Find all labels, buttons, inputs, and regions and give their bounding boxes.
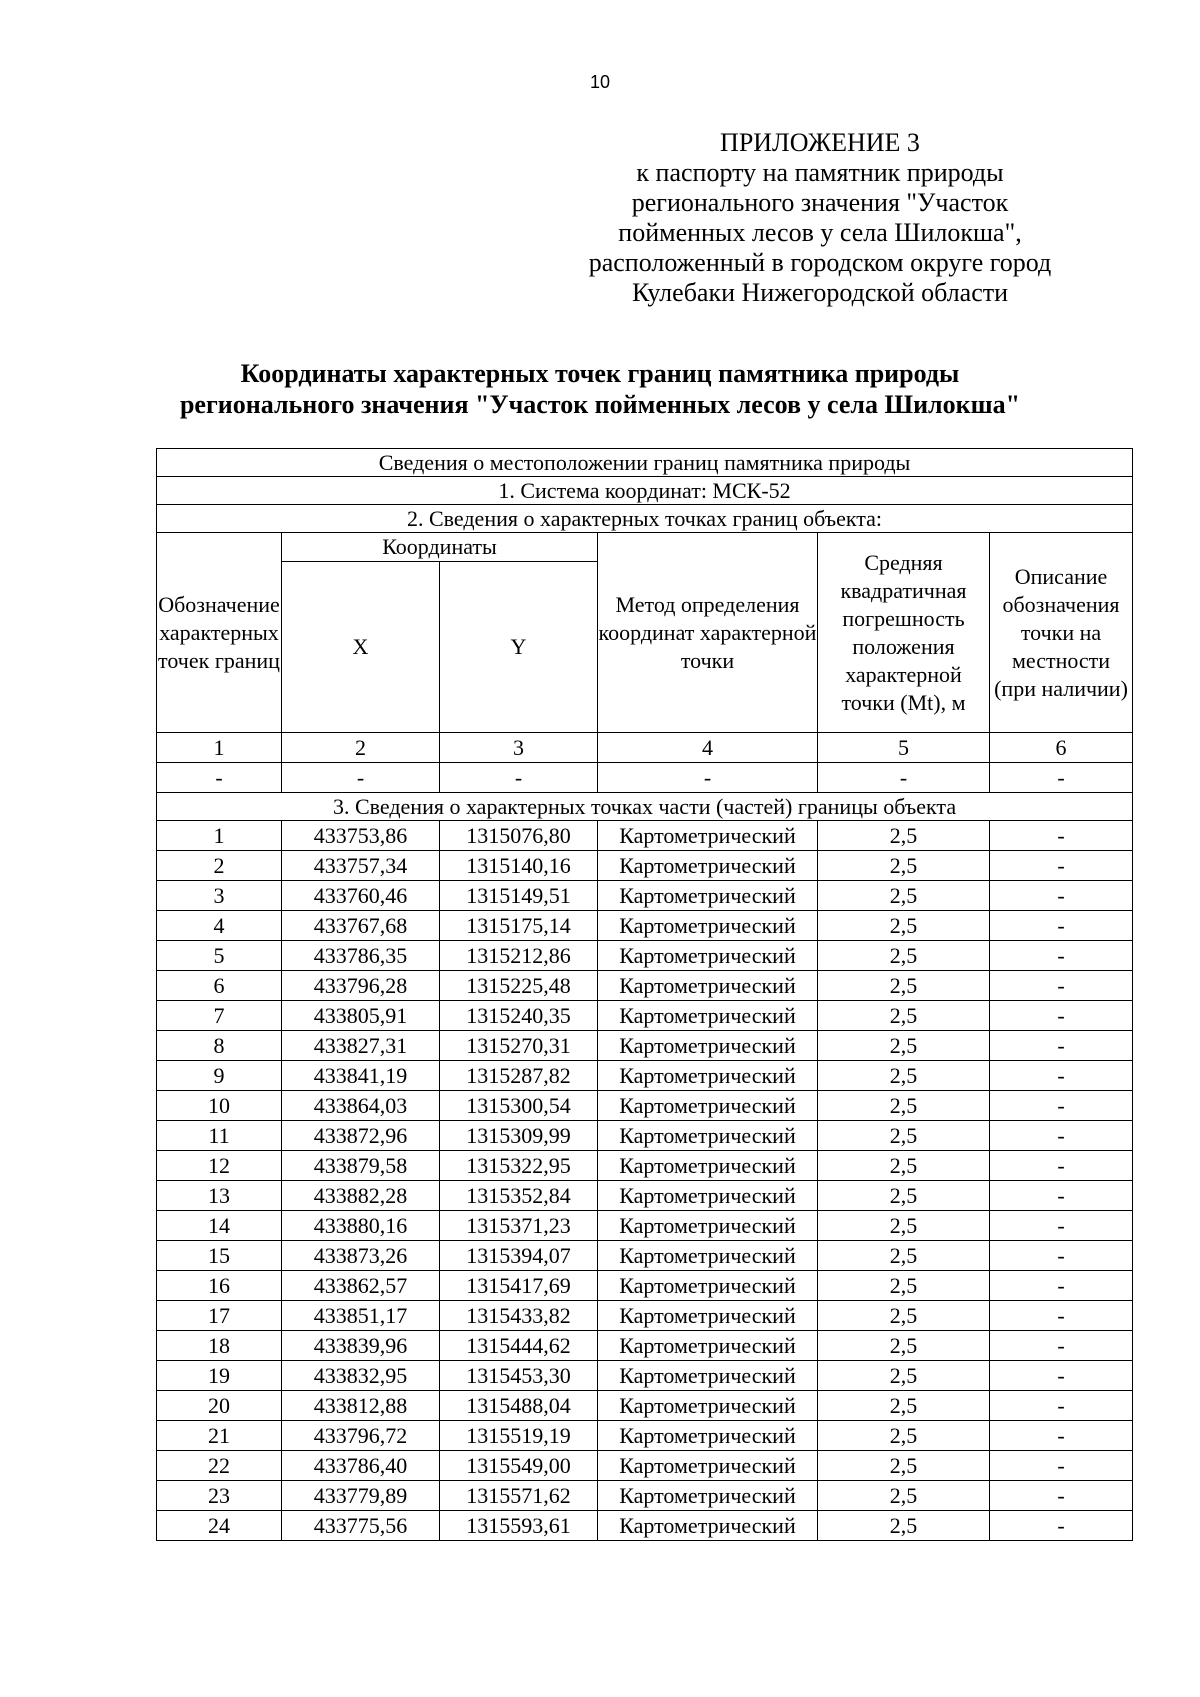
y-coordinate-cell: 1315212,86 xyxy=(440,941,598,971)
error-cell: 2,5 xyxy=(818,1061,990,1091)
description-cell: - xyxy=(990,1481,1133,1511)
method-cell: Картометрический xyxy=(598,911,818,941)
method-cell: Картометрический xyxy=(598,1511,818,1541)
description-cell: - xyxy=(990,1361,1133,1391)
point-number-cell: 21 xyxy=(157,1421,282,1451)
column-number: 3 xyxy=(440,733,598,763)
table-row xyxy=(157,911,1133,941)
method-cell: Картометрический xyxy=(598,881,818,911)
description-cell: - xyxy=(990,1391,1133,1421)
description-cell: - xyxy=(990,1001,1133,1031)
x-coordinate-cell: 433753,86 xyxy=(282,821,440,851)
method-cell: Картометрический xyxy=(598,1061,818,1091)
x-coordinate-cell: 433882,28 xyxy=(282,1181,440,1211)
y-coordinate-cell: 1315322,95 xyxy=(440,1151,598,1181)
error-cell: 2,5 xyxy=(818,1241,990,1271)
point-number-cell: 7 xyxy=(157,1001,282,1031)
error-cell: 2,5 xyxy=(818,1031,990,1061)
error-cell: 2,5 xyxy=(818,1361,990,1391)
empty-cell: - xyxy=(818,763,990,793)
error-cell: 2,5 xyxy=(818,1451,990,1481)
description-cell: - xyxy=(990,1451,1133,1481)
point-number-cell: 10 xyxy=(157,1091,282,1121)
empty-cell: - xyxy=(157,763,282,793)
appendix-line: регионального значения "Участок xyxy=(631,188,1009,217)
table-row xyxy=(157,1181,1133,1211)
error-cell: 2,5 xyxy=(818,881,990,911)
point-number-cell: 13 xyxy=(157,1181,282,1211)
column-number: 1 xyxy=(157,733,282,763)
x-coordinate-cell: 433851,17 xyxy=(282,1301,440,1331)
y-coordinate-cell: 1315140,16 xyxy=(440,851,598,881)
appendix-line: ПРИЛОЖЕНИЕ 3 xyxy=(720,128,920,157)
description-cell: - xyxy=(990,1121,1133,1151)
x-coordinate-cell: 433775,56 xyxy=(282,1511,440,1541)
column-number: 2 xyxy=(282,733,440,763)
table-row xyxy=(157,1301,1133,1331)
appendix-line: к паспорту на памятник природы xyxy=(636,158,1004,187)
title-line: Координаты характерных точек границ памятника природы xyxy=(240,359,960,388)
y-coordinate-cell: 1315309,99 xyxy=(440,1121,598,1151)
error-cell: 2,5 xyxy=(818,1091,990,1121)
error-cell: 2,5 xyxy=(818,1181,990,1211)
point-number-cell: 15 xyxy=(157,1241,282,1271)
table-row xyxy=(157,1211,1133,1241)
y-coordinate-cell: 1315175,14 xyxy=(440,911,598,941)
title-line: регионального значения "Участок пойменных лесов у села Шилокша" xyxy=(179,390,1021,419)
point-number-cell: 18 xyxy=(157,1331,282,1361)
point-number-cell: 8 xyxy=(157,1031,282,1061)
point-number-cell: 20 xyxy=(157,1391,282,1421)
description-cell: - xyxy=(990,1331,1133,1361)
y-coordinate-cell: 1315549,00 xyxy=(440,1451,598,1481)
x-coordinate-cell: 433827,31 xyxy=(282,1031,440,1061)
table-row xyxy=(157,1511,1133,1541)
y-coordinate-cell: 1315488,04 xyxy=(440,1391,598,1421)
x-coordinate-cell: 433812,88 xyxy=(282,1391,440,1421)
error-cell: 2,5 xyxy=(818,851,990,881)
method-cell: Картометрический xyxy=(598,1211,818,1241)
point-number-cell: 1 xyxy=(157,821,282,851)
description-cell: - xyxy=(990,1511,1133,1541)
point-number-cell: 11 xyxy=(157,1121,282,1151)
description-cell: - xyxy=(990,851,1133,881)
description-cell: - xyxy=(990,1241,1133,1271)
description-cell: - xyxy=(990,1211,1133,1241)
error-cell: 2,5 xyxy=(818,821,990,851)
col-coordinates-header: Координаты xyxy=(282,533,598,562)
table-row xyxy=(157,1151,1133,1181)
x-coordinate-cell: 433839,96 xyxy=(282,1331,440,1361)
col-method-header: Метод определения координат характерной точки xyxy=(598,533,818,733)
coordinates-table xyxy=(156,448,1133,1541)
point-number-cell: 24 xyxy=(157,1511,282,1541)
col-y-header: Y xyxy=(440,562,598,733)
point-number-cell: 16 xyxy=(157,1271,282,1301)
x-coordinate-cell: 433779,89 xyxy=(282,1481,440,1511)
y-coordinate-cell: 1315270,31 xyxy=(440,1031,598,1061)
description-cell: - xyxy=(990,1061,1133,1091)
method-cell: Картометрический xyxy=(598,971,818,1001)
error-cell: 2,5 xyxy=(818,1121,990,1151)
description-cell: - xyxy=(990,1271,1133,1301)
error-cell: 2,5 xyxy=(818,1001,990,1031)
x-coordinate-cell: 433796,72 xyxy=(282,1421,440,1451)
table-row xyxy=(157,1091,1133,1121)
x-coordinate-cell: 433805,91 xyxy=(282,1001,440,1031)
point-number-cell: 6 xyxy=(157,971,282,1001)
table-row xyxy=(157,1451,1133,1481)
method-cell: Картометрический xyxy=(598,1121,818,1151)
y-coordinate-cell: 1315076,80 xyxy=(440,821,598,851)
appendix-line: пойменных лесов у села Шилокша", xyxy=(618,218,1022,247)
point-number-cell: 23 xyxy=(157,1481,282,1511)
empty-cell: - xyxy=(440,763,598,793)
method-cell: Картометрический xyxy=(598,1181,818,1211)
description-cell: - xyxy=(990,971,1133,1001)
y-coordinate-cell: 1315433,82 xyxy=(440,1301,598,1331)
error-cell: 2,5 xyxy=(818,1301,990,1331)
method-cell: Картометрический xyxy=(598,1481,818,1511)
table-row xyxy=(157,971,1133,1001)
table-row xyxy=(157,821,1133,851)
point-number-cell: 22 xyxy=(157,1451,282,1481)
point-number-cell: 19 xyxy=(157,1361,282,1391)
description-cell: - xyxy=(990,1301,1133,1331)
table-row xyxy=(157,941,1133,971)
x-coordinate-cell: 433879,58 xyxy=(282,1151,440,1181)
error-cell: 2,5 xyxy=(818,911,990,941)
x-coordinate-cell: 433864,03 xyxy=(282,1091,440,1121)
col-designation-header: Обозначение характерных точек границ xyxy=(157,533,282,733)
y-coordinate-cell: 1315225,48 xyxy=(440,971,598,1001)
method-cell: Картометрический xyxy=(598,1001,818,1031)
appendix-line: Кулебаки Нижегородской области xyxy=(631,278,1009,307)
description-cell: - xyxy=(990,881,1133,911)
y-coordinate-cell: 1315444,62 xyxy=(440,1331,598,1361)
x-coordinate-cell: 433832,95 xyxy=(282,1361,440,1391)
description-cell: - xyxy=(990,1091,1133,1121)
point-number-cell: 17 xyxy=(157,1301,282,1331)
point-number-cell: 3 xyxy=(157,881,282,911)
table-row xyxy=(157,1001,1133,1031)
method-cell: Картометрический xyxy=(598,1271,818,1301)
table-row xyxy=(157,1481,1133,1511)
x-coordinate-cell: 433841,19 xyxy=(282,1061,440,1091)
x-coordinate-cell: 433873,26 xyxy=(282,1241,440,1271)
appendix-line: расположенный в городском округе город xyxy=(588,248,1052,277)
table-row xyxy=(157,1121,1133,1151)
x-coordinate-cell: 433872,96 xyxy=(282,1121,440,1151)
method-cell: Картометрический xyxy=(598,1361,818,1391)
document-title xyxy=(0,358,1200,420)
point-number-cell: 4 xyxy=(157,911,282,941)
point-number-cell: 5 xyxy=(157,941,282,971)
appendix-header xyxy=(560,128,1080,308)
method-cell: Картометрический xyxy=(598,821,818,851)
table-row xyxy=(157,1271,1133,1301)
y-coordinate-cell: 1315394,07 xyxy=(440,1241,598,1271)
error-cell: 2,5 xyxy=(818,1271,990,1301)
table-row xyxy=(157,851,1133,881)
table-row xyxy=(157,1331,1133,1361)
table-row xyxy=(157,881,1133,911)
col-x-header: X xyxy=(282,562,440,733)
y-coordinate-cell: 1315371,23 xyxy=(440,1211,598,1241)
y-coordinate-cell: 1315593,61 xyxy=(440,1511,598,1541)
col-error-header: Средняя квадратичная погрешность положения характерной точки (Mt), м xyxy=(818,533,990,733)
y-coordinate-cell: 1315149,51 xyxy=(440,881,598,911)
point-number-cell: 12 xyxy=(157,1151,282,1181)
error-cell: 2,5 xyxy=(818,1151,990,1181)
section-3-title: 3. Сведения о характерных точках части (частей) границы объекта xyxy=(157,793,1133,821)
description-cell: - xyxy=(990,1151,1133,1181)
empty-cell: - xyxy=(990,763,1133,793)
description-cell: - xyxy=(990,1181,1133,1211)
empty-cell: - xyxy=(282,763,440,793)
x-coordinate-cell: 433757,34 xyxy=(282,851,440,881)
x-coordinate-cell: 433862,57 xyxy=(282,1271,440,1301)
table-row xyxy=(157,1391,1133,1421)
y-coordinate-cell: 1315571,62 xyxy=(440,1481,598,1511)
method-cell: Картометрический xyxy=(598,1451,818,1481)
description-cell: - xyxy=(990,821,1133,851)
column-number: 5 xyxy=(818,733,990,763)
x-coordinate-cell: 433760,46 xyxy=(282,881,440,911)
x-coordinate-cell: 433796,28 xyxy=(282,971,440,1001)
error-cell: 2,5 xyxy=(818,1331,990,1361)
description-cell: - xyxy=(990,911,1133,941)
x-coordinate-cell: 433786,35 xyxy=(282,941,440,971)
section-2-title: 2. Сведения о характерных точках границ объекта: xyxy=(157,505,1133,533)
y-coordinate-cell: 1315453,30 xyxy=(440,1361,598,1391)
table-row xyxy=(157,1061,1133,1091)
table-row xyxy=(157,1361,1133,1391)
method-cell: Картометрический xyxy=(598,941,818,971)
method-cell: Картометрический xyxy=(598,1391,818,1421)
error-cell: 2,5 xyxy=(818,1211,990,1241)
y-coordinate-cell: 1315519,19 xyxy=(440,1421,598,1451)
y-coordinate-cell: 1315417,69 xyxy=(440,1271,598,1301)
table-row xyxy=(157,1031,1133,1061)
error-cell: 2,5 xyxy=(818,1391,990,1421)
y-coordinate-cell: 1315352,84 xyxy=(440,1181,598,1211)
method-cell: Картометрический xyxy=(598,1091,818,1121)
x-coordinate-cell: 433767,68 xyxy=(282,911,440,941)
error-cell: 2,5 xyxy=(818,1421,990,1451)
table-row xyxy=(157,1241,1133,1271)
point-number-cell: 2 xyxy=(157,851,282,881)
error-cell: 2,5 xyxy=(818,1511,990,1541)
error-cell: 2,5 xyxy=(818,1481,990,1511)
y-coordinate-cell: 1315300,54 xyxy=(440,1091,598,1121)
x-coordinate-cell: 433786,40 xyxy=(282,1451,440,1481)
description-cell: - xyxy=(990,941,1133,971)
error-cell: 2,5 xyxy=(818,941,990,971)
column-number: 6 xyxy=(990,733,1133,763)
col-description-header: Описание обозначения точки на местности (при наличии) xyxy=(990,533,1133,733)
column-number: 4 xyxy=(598,733,818,763)
y-coordinate-cell: 1315287,82 xyxy=(440,1061,598,1091)
table-header-info: Сведения о местоположении границ памятника природы xyxy=(157,449,1133,477)
coordinate-system: 1. Система координат: МСК-52 xyxy=(157,477,1133,505)
point-number-cell: 9 xyxy=(157,1061,282,1091)
method-cell: Картометрический xyxy=(598,851,818,881)
description-cell: - xyxy=(990,1421,1133,1451)
method-cell: Картометрический xyxy=(598,1301,818,1331)
error-cell: 2,5 xyxy=(818,971,990,1001)
page-number: 10 xyxy=(589,72,611,92)
x-coordinate-cell: 433880,16 xyxy=(282,1211,440,1241)
empty-cell: - xyxy=(598,763,818,793)
y-coordinate-cell: 1315240,35 xyxy=(440,1001,598,1031)
method-cell: Картометрический xyxy=(598,1151,818,1181)
method-cell: Картометрический xyxy=(598,1031,818,1061)
description-cell: - xyxy=(990,1031,1133,1061)
method-cell: Картометрический xyxy=(598,1421,818,1451)
table-row xyxy=(157,1421,1133,1451)
method-cell: Картометрический xyxy=(598,1331,818,1361)
point-number-cell: 14 xyxy=(157,1211,282,1241)
method-cell: Картометрический xyxy=(598,1241,818,1271)
